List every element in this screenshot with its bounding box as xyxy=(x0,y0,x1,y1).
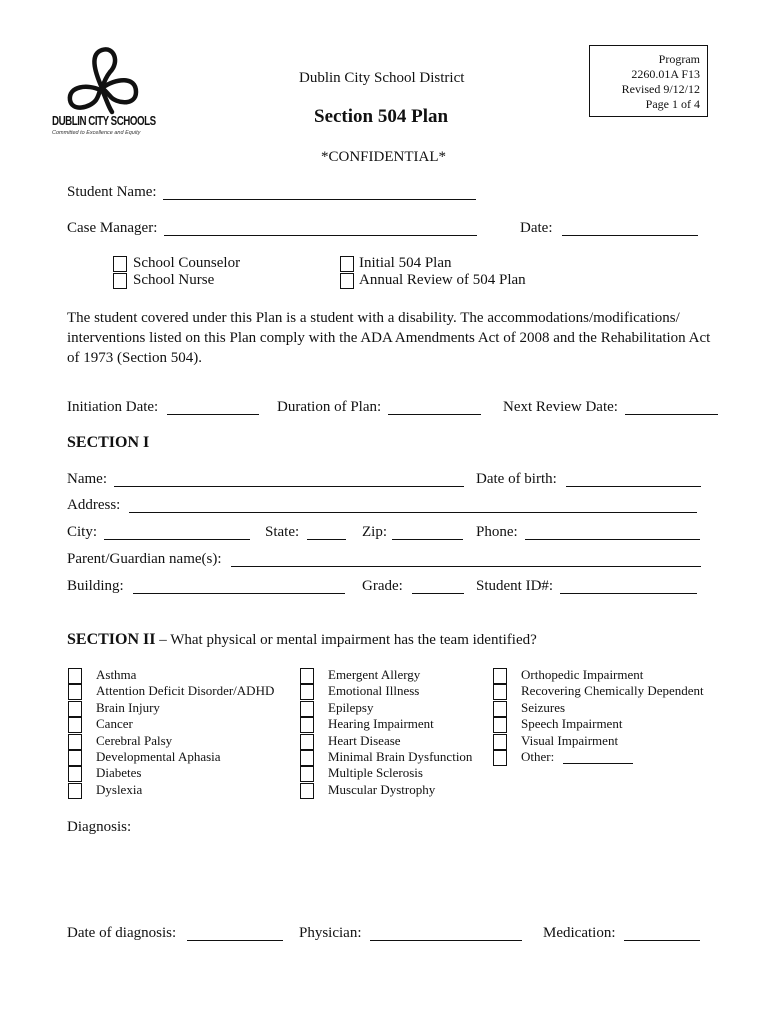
duration-label: Duration of Plan: xyxy=(277,399,382,415)
city-label: City: xyxy=(67,524,98,540)
student-id-field[interactable] xyxy=(560,593,697,594)
cancer-checkbox[interactable] xyxy=(68,717,82,733)
medication-field[interactable] xyxy=(624,940,700,941)
multiple-sclerosis-checkbox[interactable] xyxy=(300,766,314,782)
asthma-checkbox[interactable] xyxy=(68,668,82,684)
case-manager-field[interactable] xyxy=(164,235,477,236)
page-number: Page 1 of 4 xyxy=(645,97,700,111)
emotional-illness-checkbox[interactable] xyxy=(300,684,314,700)
impairment-item: Heart Disease xyxy=(328,732,401,748)
building-field[interactable] xyxy=(133,593,345,594)
initiation-date-field[interactable] xyxy=(167,414,259,415)
epilepsy-checkbox[interactable] xyxy=(300,701,314,717)
disability-statement: The student covered under this Plan is a student with a disability. The accommodations/modifications/ interventions listed on this Plan comply with the ADA Amendments Act of 2008 and the Rehabilitation Act of 1973 (Section 504). xyxy=(67,310,711,366)
impairment-item: Dyslexia xyxy=(96,781,143,797)
impairment-item: Visual Impairment xyxy=(521,732,619,748)
confidential-label: *CONFIDENTIAL* xyxy=(321,149,446,165)
physician-label: Physician: xyxy=(299,925,362,941)
brain-injury-checkbox[interactable] xyxy=(68,701,82,717)
impairment-item: Cerebral Palsy xyxy=(96,732,173,748)
muscular-dystrophy-checkbox[interactable] xyxy=(300,783,314,799)
name-label: Name: xyxy=(67,471,107,487)
impairment-item: Other: xyxy=(521,748,555,764)
date-of-diagnosis-label: Date of diagnosis: xyxy=(67,925,177,941)
next-review-field[interactable] xyxy=(625,414,718,415)
impairment-list-3 xyxy=(521,667,704,765)
program-code: 2260.01A F13 xyxy=(631,67,700,81)
recovering-chemically-dependent-checkbox[interactable] xyxy=(493,684,507,700)
impairment-item: Epilepsy xyxy=(328,699,374,715)
impairment-item: Minimal Brain Dysfunction xyxy=(328,748,473,764)
impairment-item: Cancer xyxy=(96,716,133,732)
hearing-impairment-checkbox[interactable] xyxy=(300,717,314,733)
initial-plan-checkbox[interactable] xyxy=(340,256,354,272)
program-label: Program xyxy=(658,52,700,66)
zip-field[interactable] xyxy=(392,539,463,540)
impairment-item: Multiple Sclerosis xyxy=(328,765,423,781)
address-label: Address: xyxy=(67,497,121,513)
state-label: State: xyxy=(265,524,300,540)
diabetes-checkbox[interactable] xyxy=(68,766,82,782)
impairment-item: Emergent Allergy xyxy=(328,667,421,682)
section-1-heading: SECTION I xyxy=(67,434,150,451)
minimal-brain-dysfunction-checkbox[interactable] xyxy=(300,750,314,766)
phone-label: Phone: xyxy=(476,524,518,540)
impairment-list-1 xyxy=(96,667,274,798)
school-counselor-label: School Counselor xyxy=(133,255,241,271)
other-checkbox[interactable] xyxy=(493,750,507,766)
impairment-item: Asthma xyxy=(96,667,137,682)
program-box xyxy=(589,45,708,117)
grade-field[interactable] xyxy=(412,593,464,594)
heart-disease-checkbox[interactable] xyxy=(300,734,314,750)
parent-label: Parent/Guardian name(s): xyxy=(67,551,222,567)
dyslexia-checkbox[interactable] xyxy=(68,783,82,799)
logo-name: DUBLIN CITY SCHOOLS xyxy=(52,114,156,128)
name-field[interactable] xyxy=(114,486,464,487)
initiation-date-label: Initiation Date: xyxy=(67,399,159,415)
date-field[interactable] xyxy=(562,235,698,236)
seizures-checkbox[interactable] xyxy=(493,701,507,717)
medication-label: Medication: xyxy=(543,925,616,941)
annual-review-label: Annual Review of 504 Plan xyxy=(359,272,526,288)
shamrock-logo-icon xyxy=(50,42,160,144)
school-nurse-checkbox[interactable] xyxy=(113,273,127,289)
adhd-checkbox[interactable] xyxy=(68,684,82,700)
impairment-item: Emotional Illness xyxy=(328,683,420,699)
next-review-label: Next Review Date: xyxy=(503,399,618,415)
phone-field[interactable] xyxy=(525,539,700,540)
section-2-heading: SECTION II xyxy=(67,631,156,648)
logo-tagline: Committed to Excellence and Equity xyxy=(52,130,141,136)
visual-impairment-checkbox[interactable] xyxy=(493,734,507,750)
impairment-item: Brain Injury xyxy=(96,699,160,715)
section-2-heading-row xyxy=(67,631,537,649)
cerebral-palsy-checkbox[interactable] xyxy=(68,734,82,750)
state-field[interactable] xyxy=(307,539,346,540)
impairment-list-2 xyxy=(328,667,472,798)
orthopedic-impairment-checkbox[interactable] xyxy=(493,668,507,684)
date-label: Date: xyxy=(520,220,553,236)
speech-impairment-checkbox[interactable] xyxy=(493,717,507,733)
page-title: Section 504 Plan xyxy=(314,106,449,127)
district-name: Dublin City School District xyxy=(299,70,465,86)
student-name-field[interactable] xyxy=(163,199,476,200)
impairment-item: Seizures xyxy=(521,699,566,715)
annual-review-checkbox[interactable] xyxy=(340,273,354,289)
city-field[interactable] xyxy=(104,539,250,540)
impairment-item: Recovering Chemically Dependent xyxy=(521,683,704,699)
case-manager-label: Case Manager: xyxy=(67,220,158,236)
student-name-label: Student Name: xyxy=(67,184,157,200)
school-counselor-checkbox[interactable] xyxy=(113,256,127,272)
impairment-item: Orthopedic Impairment xyxy=(521,667,644,682)
building-label: Building: xyxy=(67,578,124,594)
impairment-item: Speech Impairment xyxy=(521,716,623,732)
revised-date: Revised 9/12/12 xyxy=(621,82,700,96)
diagnosis-label: Diagnosis: xyxy=(67,819,132,835)
impairment-item: Attention Deficit Disorder/ADHD xyxy=(96,683,275,699)
impairment-item: Diabetes xyxy=(96,765,142,781)
section-2-question: – What physical or mental impairment has the team identified? xyxy=(155,632,537,648)
impairment-item: Developmental Aphasia xyxy=(96,748,221,764)
address-field[interactable] xyxy=(129,512,697,513)
impairment-item: Hearing Impairment xyxy=(328,716,434,732)
school-nurse-label: School Nurse xyxy=(133,272,215,288)
other-field[interactable] xyxy=(563,763,633,764)
date-of-diagnosis-field[interactable] xyxy=(187,940,283,941)
emergent-allergy-checkbox[interactable] xyxy=(300,668,314,684)
dob-label: Date of birth: xyxy=(476,471,557,487)
physician-field[interactable] xyxy=(370,940,522,941)
parent-field[interactable] xyxy=(231,566,701,567)
student-id-label: Student ID#: xyxy=(476,578,554,594)
duration-field[interactable] xyxy=(388,414,481,415)
impairment-item: Muscular Dystrophy xyxy=(328,781,436,797)
grade-label: Grade: xyxy=(362,578,403,594)
initial-plan-label: Initial 504 Plan xyxy=(359,255,452,271)
zip-label: Zip: xyxy=(362,524,387,540)
developmental-aphasia-checkbox[interactable] xyxy=(68,750,82,766)
dob-field[interactable] xyxy=(566,486,701,487)
